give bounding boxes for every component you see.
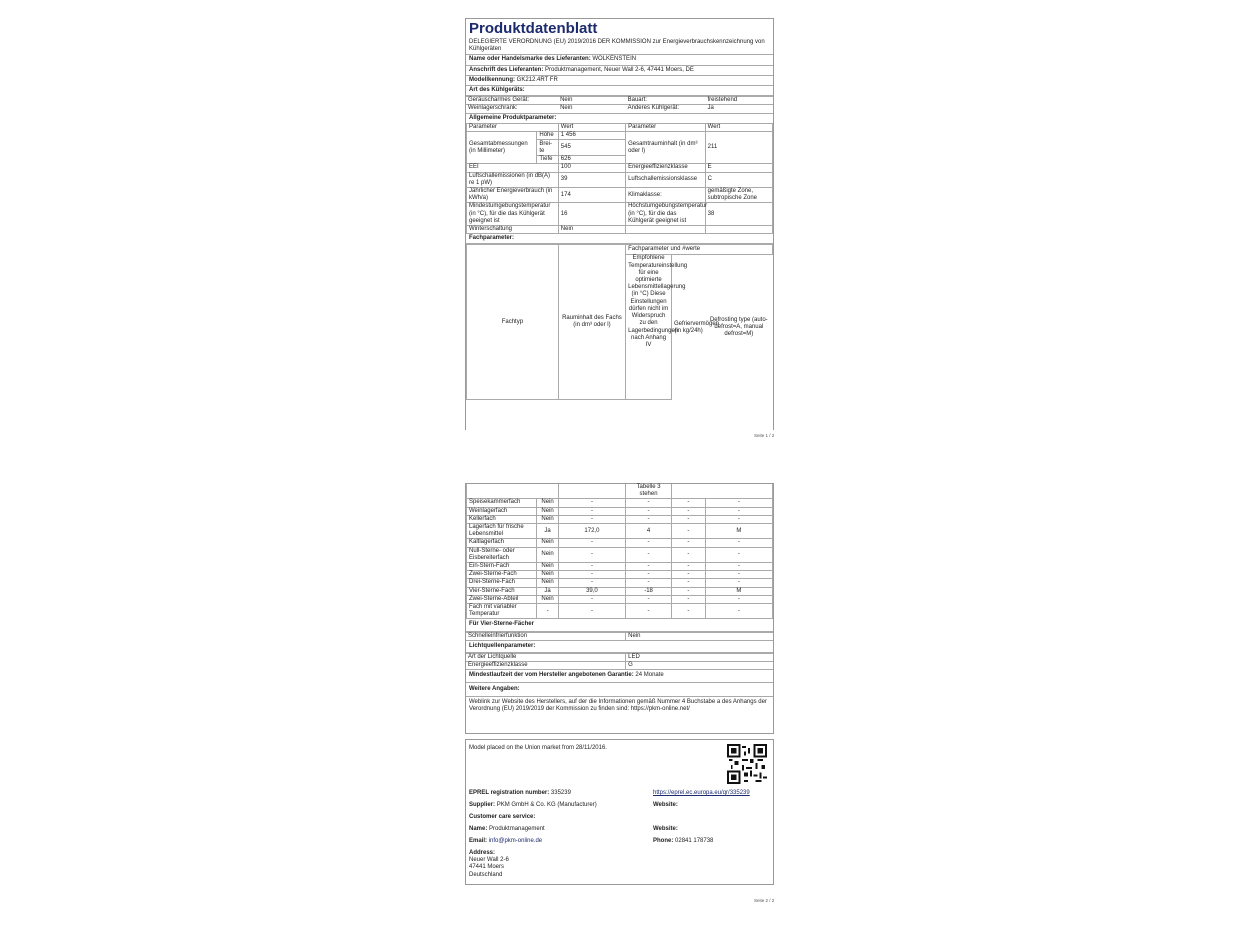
row-freeze: - (671, 595, 705, 603)
row-vol: - (558, 563, 625, 571)
row-vol: - (558, 604, 625, 619)
row-vol: - (558, 595, 625, 603)
brand-label: Name oder Handelsmarke des Lieferanten: (469, 56, 591, 63)
noise-label: Luftschallemissionen (in dB(A) re 1 pW) (467, 172, 559, 187)
max-temp-value: 38 (705, 203, 772, 226)
row-name: Kaltlagerfach (467, 539, 537, 547)
row-name: Drei-Sterne-Fach (467, 579, 537, 587)
row-yn: Nein (537, 579, 558, 587)
empty-cell (467, 484, 559, 499)
energy-value: 174 (558, 188, 625, 203)
address-line: Neuer Wall 2-6 (469, 857, 509, 864)
light-heading: Lichtquellenparameter: (466, 641, 773, 653)
eprel-row (469, 790, 571, 797)
email-link[interactable]: info@pkm-online.de (488, 838, 543, 844)
row-freeze: - (671, 507, 705, 515)
row-name: Weinlagerfach (467, 507, 537, 515)
light-type-value: LED (626, 654, 773, 662)
model-row (466, 76, 773, 86)
phone-row (653, 838, 713, 845)
row-vol: - (558, 539, 625, 547)
row-name: Fach mit variabler Temperatur (467, 604, 537, 619)
empty-cell (558, 484, 625, 499)
fh-group: Fachparameter und #werte (626, 245, 773, 255)
table-row (467, 547, 773, 562)
row-yn: Nein (537, 507, 558, 515)
general-params-table (466, 123, 773, 234)
table-row (467, 604, 773, 619)
regulation-text: DELEGIERTE VERORDNUNG (EU) 2019/2016 DER KOMMISSION zur Energieverbrauchskennzeichnung von Kühlgeräten (466, 38, 773, 55)
row-temp: - (626, 499, 672, 507)
row-freeze: - (671, 563, 705, 571)
dim-depth-label: Tiefe (537, 156, 558, 164)
row-yn: Nein (537, 595, 558, 603)
cont-text: Tabelle 3 stehen (626, 484, 672, 499)
table-row (467, 587, 773, 595)
row-defrost: M (705, 587, 772, 595)
four-star-heading: Für Vier-Sterne-Fächer (466, 619, 773, 631)
row-temp: 4 (626, 524, 672, 539)
dim-height-value: 1 456 (558, 132, 625, 140)
row-freeze: - (671, 547, 705, 562)
noise-value: 39 (558, 172, 625, 187)
supplier-row (469, 802, 597, 809)
row-yn: Nein (537, 571, 558, 579)
col-value-2: Wert (705, 123, 772, 131)
fh-freeze: Gefriervermögen (in kg/24h) (674, 320, 720, 334)
light-table (466, 653, 773, 670)
phone-label: Phone: (653, 838, 674, 844)
further-heading: Weitere Angaben: (466, 683, 773, 697)
cell: freistehend (705, 97, 773, 105)
row-freeze: - (671, 579, 705, 587)
light-type-label: Art der Lichtquelle (466, 654, 626, 662)
row-freeze: - (671, 499, 705, 507)
warranty-value: 24 Monate (635, 672, 664, 679)
row-defrost: - (705, 595, 772, 603)
row-temp: - (626, 563, 672, 571)
four-star-table (466, 632, 773, 641)
cell: Geräuscharmes Gerät: (466, 97, 558, 105)
table-row (467, 539, 773, 547)
table-row (467, 563, 773, 571)
row-yn: Nein (537, 499, 558, 507)
cell: Bauart: (626, 97, 706, 105)
supplier-label: Supplier: (469, 802, 496, 808)
dim-depth-value: 626 (558, 156, 625, 164)
row-defrost: - (705, 547, 772, 562)
noise-class-label: Luftschallemissionsklasse (626, 172, 706, 187)
address-line: 47441 Moers (469, 864, 505, 871)
row-yn: - (537, 604, 558, 619)
dim-height-label: Höhe (537, 132, 558, 140)
row-freeze: - (671, 571, 705, 579)
dim-width-value: 545 (558, 140, 625, 156)
empty-cell (626, 226, 706, 234)
address-label: Address: (469, 850, 496, 856)
row-name: Vier-Sterne-Fach (467, 587, 537, 595)
empty-cell (705, 226, 772, 234)
max-temp-label: Höchstumgebungstemperatur (in °C), für die das Kühlgerät geeignet ist (626, 203, 706, 226)
row-freeze: - (671, 539, 705, 547)
row-yn: Nein (537, 563, 558, 571)
eei-value: 100 (558, 164, 625, 172)
row-vol: - (558, 507, 625, 515)
qr-code-icon (727, 744, 767, 784)
row-vol: - (558, 499, 625, 507)
placed-text: Model placed on the Union market from 28/11/2016. (469, 745, 607, 751)
eei-label: EEI (467, 164, 559, 172)
row-temp: - (626, 539, 672, 547)
email-label: Email: (469, 838, 488, 844)
row-vol: 39,0 (558, 587, 625, 595)
compartment-heading: Fachparameter: (466, 234, 773, 244)
table-row (467, 595, 773, 603)
energy-label: Jährlicher Energieverbrauch (in kWh/a) (467, 188, 559, 203)
row-freeze: - (671, 587, 705, 595)
table-row (467, 203, 773, 226)
quick-freeze-label: Schnelleinfrierfunktion (466, 632, 626, 640)
row-defrost: - (705, 579, 772, 587)
compartment-header-table (466, 244, 773, 400)
row-name: Kellerfach (467, 515, 537, 523)
climate-label: Klimaklasse: (626, 188, 706, 203)
col-param-2: Parameter (626, 123, 706, 131)
row-temp: - (626, 507, 672, 515)
table-row (467, 484, 773, 499)
empty-cell (671, 484, 705, 499)
empty-cell (705, 484, 772, 499)
min-temp-label: Mindestumgebungstemperatur (in °C), für die das Kühlgerät geeignet ist (467, 203, 559, 226)
row-name: Speisekammerfach (467, 499, 537, 507)
datasheet-page-1 (465, 18, 774, 430)
table-row (466, 105, 773, 113)
row-name: Zwei-Sterne-Abteil (467, 595, 537, 603)
row-yn: Nein (537, 539, 558, 547)
row-vol: - (558, 579, 625, 587)
col-value: Wert (558, 123, 625, 131)
dim-width-label: Brei-te (537, 140, 558, 156)
address-row (466, 66, 773, 76)
model-label: Modellkennung: (469, 76, 515, 83)
cell: Nein (558, 97, 626, 105)
table-row (467, 226, 773, 234)
row-vol: - (558, 547, 625, 562)
row-yn: Ja (537, 587, 558, 595)
device-type-heading: Art des Kühlgeräts: (466, 86, 773, 96)
cell: Weinlagerschrank: (466, 105, 558, 113)
winter-label: Winterschaltung (467, 226, 559, 234)
brand-row (466, 55, 773, 65)
fh-volume: Rauminhalt des Fachs (in dm³ oder l) (558, 245, 625, 400)
name-row (469, 826, 545, 833)
warranty-label: Mindestlaufzeit der vom Hersteller angebotenen Garantie: (469, 672, 634, 679)
fh-type: Fachtyp (467, 245, 559, 400)
table-row (467, 499, 773, 507)
website2-label: Website: (653, 826, 678, 832)
table-row (467, 571, 773, 579)
row-vol: - (558, 515, 625, 523)
table-row (467, 188, 773, 203)
name-value: Produktmanagement (489, 826, 545, 832)
row-vol: 172,0 (558, 524, 625, 539)
page-number-1: Seite 1 / 2 (754, 433, 775, 438)
row-temp: - (626, 604, 672, 619)
dims-label: Gesamtabmessungen (in Millimeter) (467, 132, 537, 164)
address-line: Deutschland (469, 871, 503, 878)
row-defrost: - (705, 604, 772, 619)
cell: Nein (558, 105, 626, 113)
website-label: Website: (653, 802, 678, 808)
fh-defrost: Defrosting type (auto-defrost=A, manual defrost=M) (709, 316, 768, 338)
row-name: Ein-Stern-Fach (467, 563, 537, 571)
row-temp: - (626, 571, 672, 579)
cell: Anderes Kühlgerät: (626, 105, 706, 113)
brand-value: WOLKENSTEIN (592, 56, 637, 63)
row-defrost: - (705, 539, 772, 547)
light-class-value: G (626, 662, 773, 670)
row-freeze: - (671, 604, 705, 619)
row-defrost: - (705, 571, 772, 579)
fh-temp: Empfohlene Temperatureinstellung für eine optimierte Lebensmittellagerung (in °C) Diese Einstellungen dürfen nicht im Widerspruch zu den Lagerbedingungen nach Anhang IV (626, 255, 672, 400)
row-yn: Ja (537, 524, 558, 539)
volume-value: 211 (705, 132, 772, 164)
model-value: GK212.4RT FR (516, 76, 558, 83)
row-freeze: - (671, 515, 705, 523)
winter-value: Nein (558, 226, 625, 234)
noise-class-value: C (705, 172, 772, 187)
light-class-label: Energieeffizienzklasse (466, 662, 626, 670)
warranty-row (466, 670, 773, 682)
row-name: Lagerfach für frische Lebensmittel (467, 524, 537, 539)
table-header-row (467, 123, 773, 131)
row-temp: - (626, 547, 672, 562)
name-label: Name: (469, 826, 488, 832)
row-freeze: - (671, 524, 705, 539)
table-row (467, 524, 773, 539)
email-row (469, 838, 542, 845)
table-row (466, 97, 773, 105)
min-temp-value: 16 (558, 203, 625, 226)
row-defrost: - (705, 499, 772, 507)
table-row (466, 654, 773, 662)
row-name: Zwei-Sterne-Fach (467, 571, 537, 579)
table-row (467, 172, 773, 187)
row-defrost: - (705, 563, 772, 571)
row-yn: Nein (537, 547, 558, 562)
device-type-table (466, 96, 773, 113)
row-temp: - (626, 515, 672, 523)
row-name: Null-Sterne- oder Eisbereiterfach (467, 547, 537, 562)
table-row (467, 515, 773, 523)
compartment-table (466, 484, 773, 619)
address-block (469, 850, 509, 879)
table-row (467, 164, 773, 172)
eprel-value: 335239 (550, 790, 571, 796)
row-defrost: M (705, 524, 772, 539)
weblink-text: Weblink zur Website des Herstellers, auf der die Informationen gemäß Nummer 4 Buchstabe a des Anhangs der Verordnung (EU) 2019/2019 der Kommission zu finden sind: https://pkm-online.net/ (469, 698, 767, 713)
general-heading: Allgemeine Produktparameter: (469, 114, 557, 121)
row-temp: -18 (626, 587, 672, 595)
page-title: Produktdatenblatt (469, 20, 598, 37)
row-defrost: - (705, 507, 772, 515)
table-row (467, 132, 773, 140)
volume-label: Gesamtrauminhalt (in dm³ oder l) (626, 132, 706, 164)
care-label: Customer care service: (469, 814, 536, 820)
cell: Ja (705, 105, 773, 113)
address-value: Produktmanagement, Neuer Wall 2-6, 47441 Moers, DE (545, 66, 694, 73)
table-row (467, 245, 773, 255)
page-number-2: Seite 2 / 2 (754, 898, 775, 903)
row-defrost: - (705, 515, 772, 523)
supplier-value: PKM GmbH & Co. KG (Manufacturer) (496, 802, 597, 808)
table-row (466, 632, 773, 640)
eprel-link[interactable]: https://eprel.ec.europa.eu/qr/335239 (653, 790, 750, 796)
row-temp: - (626, 595, 672, 603)
address-label: Anschrift des Lieferanten: (469, 66, 544, 73)
datasheet-page-2 (465, 483, 774, 734)
col-param: Parameter (467, 123, 559, 131)
climate-value: gemäßigte Zone, subtropische Zone (705, 188, 772, 203)
table-row (467, 507, 773, 515)
eprel-label: EPREL registration number: (469, 790, 550, 796)
table-row (466, 662, 773, 670)
phone-value: 02841 178738 (675, 838, 714, 844)
table-row (467, 579, 773, 587)
ee-class-value: E (705, 164, 772, 172)
row-yn: Nein (537, 515, 558, 523)
quick-freeze-value: Nein (626, 632, 773, 640)
row-temp: - (626, 579, 672, 587)
ee-class-label: Energieeffizienzklasse (626, 164, 706, 172)
row-vol: - (558, 571, 625, 579)
